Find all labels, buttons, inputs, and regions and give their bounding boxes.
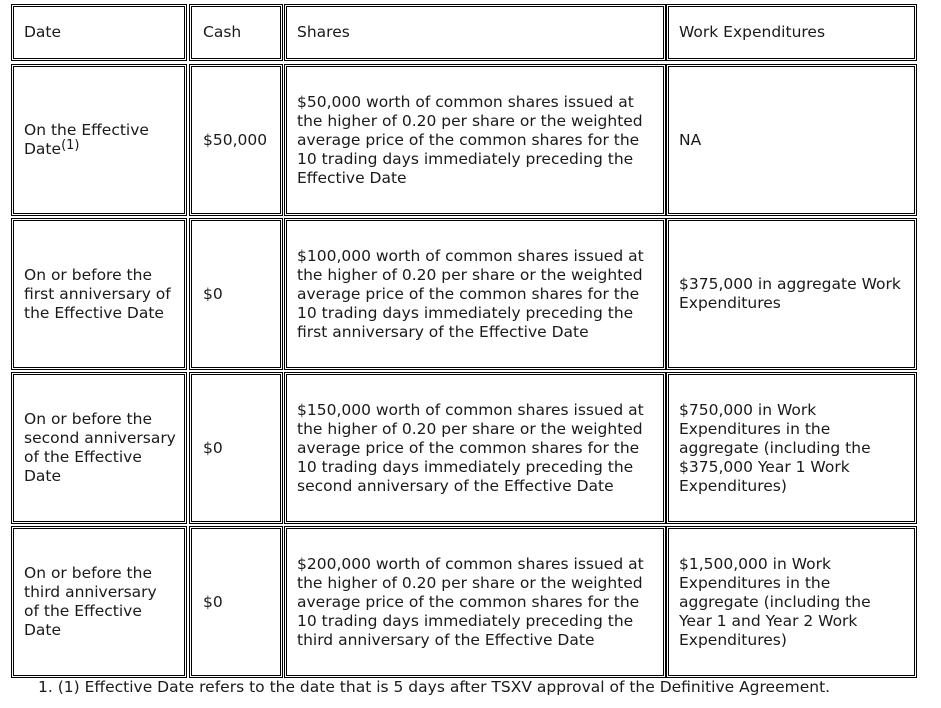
table-row [10,523,917,677]
payment-schedule-table [10,3,917,677]
header-cash: Cash [189,4,283,61]
cash-cell: $0 [189,526,283,678]
date-cell: On or before the third anniversary of the Effective Date [11,526,187,678]
shares-cell: $100,000 worth of common shares issued at the higher of 0.20 per share or the weighted average price of the common shares for the 10 trading days immediately preceding the first anniversary of the Effective Date [284,218,666,370]
work-expenditures-cell: $1,500,000 in Work Expenditures in the aggregate (including the Year 1 and Year 2 Work Expenditures) [666,526,917,678]
footnote-marker: (1) [61,138,80,153]
date-cell: On or before the first anniversary of the Effective Date [11,218,187,370]
footnote [38,678,830,697]
shares-cell: $150,000 worth of common shares issued at the higher of 0.20 per share or the weighted average price of the common shares for the 10 trading days immediately preceding the second anniversary of the Effective Date [284,372,666,524]
work-expenditures-cell: $375,000 in aggregate Work Expenditures [666,218,917,370]
work-expenditures-cell: $750,000 in Work Expenditures in the aggregate (including the $375,000 Year 1 Work Expenditures) [666,372,917,524]
header-work-expenditures: Work Expenditures [666,4,917,61]
table-row [10,369,917,523]
footnote-text: (1) Effective Date refers to the date that is 5 days after TSXV approval of the Definitive Agreement. [57,678,831,696]
table-row [10,215,917,369]
table-row [10,61,917,215]
shares-cell: $200,000 worth of common shares issued at the higher of 0.20 per share or the weighted average price of the common shares for the 10 trading days immediately preceding the third anniversary of the Effective Date [284,526,666,678]
cash-cell: $0 [189,218,283,370]
date-text: On the Effective Date [24,121,149,158]
cash-cell: $0 [189,372,283,524]
work-expenditures-cell: NA [666,64,917,216]
date-cell: On or before the second anniversary of the Effective Date [11,372,187,524]
footnote-number: 1. [38,678,53,696]
shares-cell: $50,000 worth of common shares issued at the higher of 0.20 per share or the weighted average price of the common shares for the 10 trading days immediately preceding the Effective Date [284,64,666,216]
header-date: Date [11,4,187,61]
cash-cell: $50,000 [189,64,283,216]
date-cell [11,64,187,216]
table-header-row [10,3,917,61]
header-shares: Shares [284,4,666,61]
